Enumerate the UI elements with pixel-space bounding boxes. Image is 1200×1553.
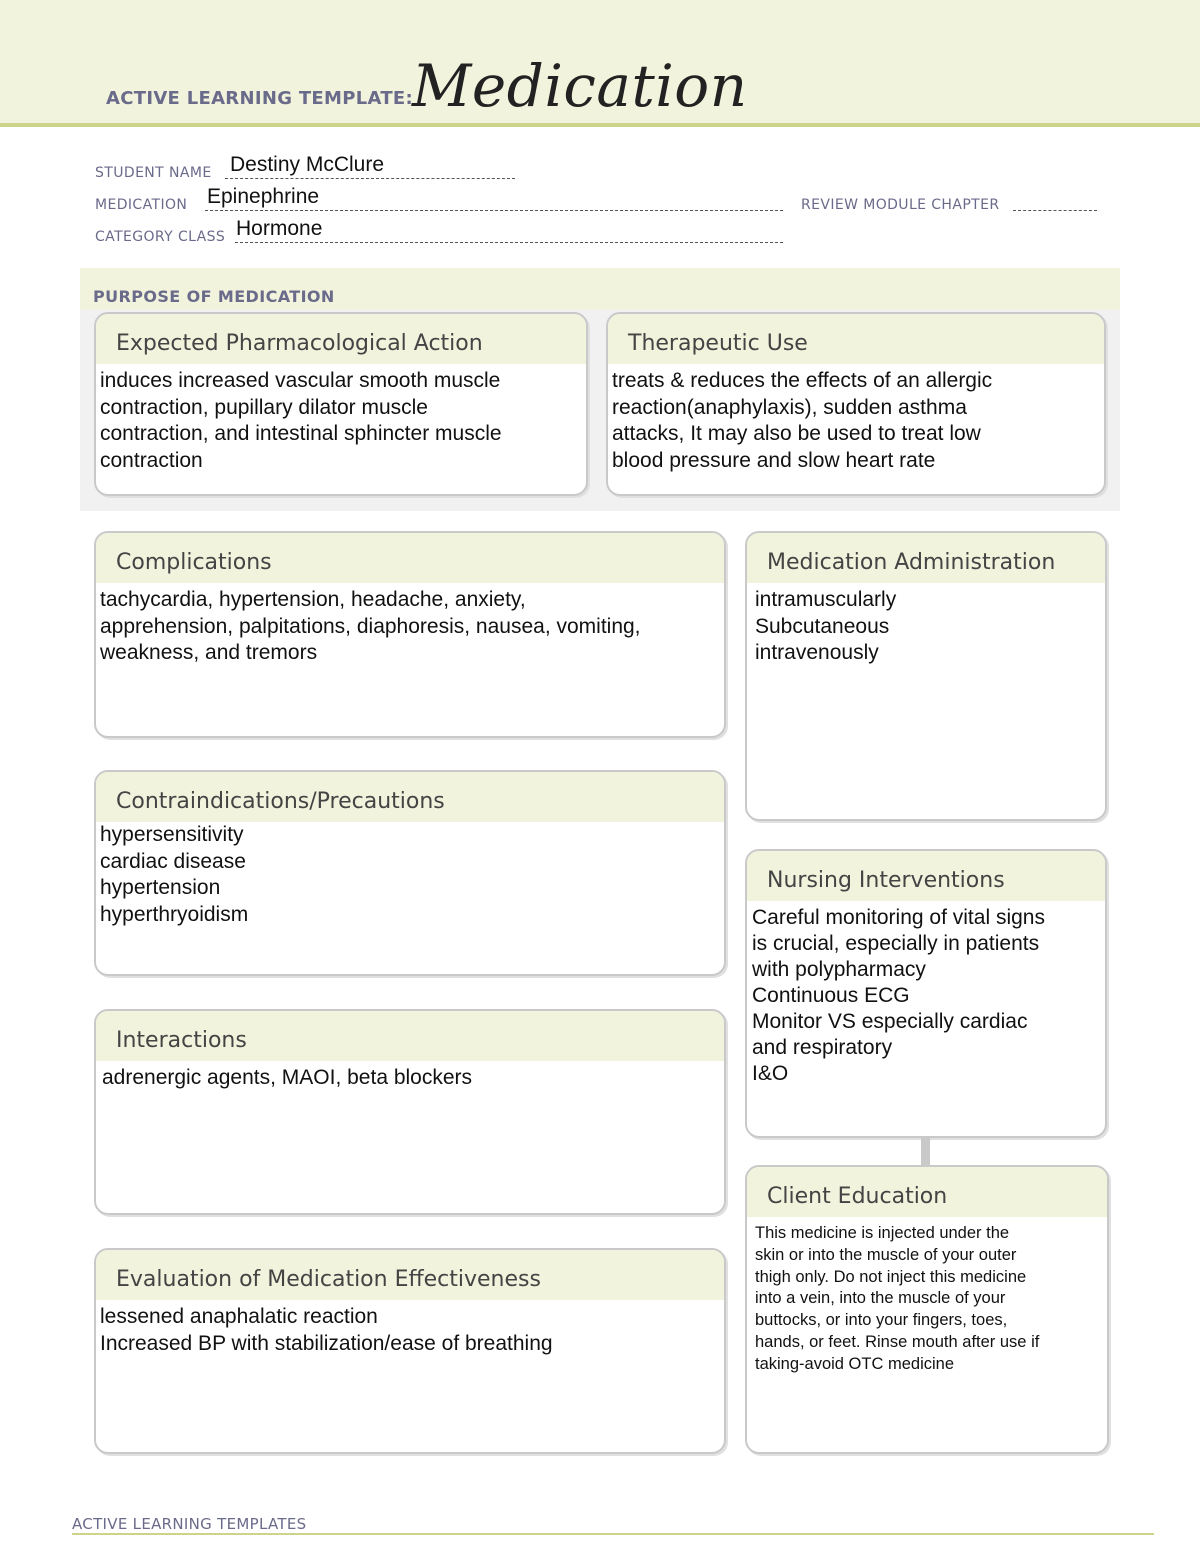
footer-divider [72,1533,1154,1535]
text-line: contraction, pupillary dilator muscle [100,395,428,419]
text-line: attacks, It may also be used to treat low [612,422,981,445]
text-line: Careful monitoring of vital signs [752,906,1045,929]
therapeutic-use-title: Therapeutic Use [628,331,808,356]
interactions-box[interactable] [94,1009,726,1215]
text-line: reaction(anaphylaxis), sudden asthma [612,395,967,419]
text-line: adrenergic agents, MAOI, beta blockers [102,1066,473,1089]
text-line: contraction [100,448,203,472]
evaluation-box[interactable] [94,1248,726,1454]
review-module-chapter-field[interactable] [801,187,1101,217]
contraindications-box[interactable] [94,770,726,976]
header-divider [0,123,1200,127]
therapeutic-use-text [608,364,1104,474]
complications-box[interactable] [94,531,726,738]
student-name-field[interactable] [95,155,520,185]
text-line: skin or into the muscle of your outer [755,1245,1017,1264]
medication-underline [205,210,783,211]
text-line: taking-avoid OTC medicine [755,1354,954,1373]
nursing-interventions-title: Nursing Interventions [767,868,1005,893]
category-class-label: CATEGORY CLASS [95,229,226,245]
nursing-interventions-text [747,901,1105,1087]
card-header [747,1167,1107,1217]
card-header [96,314,586,364]
template-label: ACTIVE LEARNING TEMPLATE: [106,88,413,109]
text-line: Monitor VS especially cardiac [752,1010,1028,1033]
card-header [747,533,1105,583]
footer-label: ACTIVE LEARNING TEMPLATES [72,1515,307,1533]
text-line: Increased BP with stabilization/ease of breathing [100,1331,553,1355]
text-line: apprehension, palpitations, diaphoresis, nausea, vomiting, [100,614,641,638]
medication-value: Epinephrine [207,185,320,208]
interactions-text [96,1061,724,1092]
complications-text [96,583,724,667]
card-header [608,314,1104,364]
card-header [96,772,724,822]
text-line: contraction, and intestinal sphincter muscle [100,422,502,445]
medication-field[interactable] [95,187,785,217]
text-line: intravenously [755,641,879,664]
text-line: hypersensitivity [100,823,244,846]
review-module-chapter-underline [1013,210,1097,211]
text-line: This medicine is injected under the [755,1224,1010,1242]
text-line: Subcutaneous [755,614,890,638]
expected-action-title: Expected Pharmacological Action [116,331,483,356]
evaluation-title: Evaluation of Medication Effectiveness [116,1267,541,1292]
text-line: into a vein, into the muscle of your [755,1289,1006,1308]
card-header [96,533,724,583]
category-class-field[interactable] [95,219,785,249]
text-line: with polypharmacy [752,958,926,981]
text-line: and respiratory [752,1036,893,1059]
text-line: cardiac disease [100,849,246,873]
text-line: hypertension [100,876,221,899]
review-module-chapter-label: REVIEW MODULE CHAPTER [801,197,1000,213]
student-name-underline [225,178,515,179]
card-header [747,851,1105,901]
text-line: buttocks, or into your fingers, toes, [755,1311,1008,1330]
category-class-value: Hormone [236,217,323,240]
text-line: tachycardia, hypertension, headache, anxiety, [100,588,526,611]
nursing-interventions-box[interactable] [745,849,1107,1138]
text-line: hands, or feet. Rinse mouth after use if [755,1332,1040,1351]
text-line: treats & reduces the effects of an allergic [612,369,993,392]
student-name-label: STUDENT NAME [95,165,212,181]
interactions-title: Interactions [116,1028,247,1053]
text-line: induces increased vascular smooth muscle [100,369,501,392]
client-education-title: Client Education [767,1184,948,1209]
text-line: thigh only. Do not inject this medicine [755,1267,1027,1286]
text-line: Continuous ECG [752,984,910,1007]
medication-administration-box[interactable] [745,531,1107,821]
text-line: is crucial, especially in patients [752,932,1040,955]
evaluation-text [96,1300,724,1357]
text-line: hyperthryoidism [100,902,249,926]
text-line: blood pressure and slow heart rate [612,448,936,472]
complications-title: Complications [116,550,272,575]
card-header [96,1011,724,1061]
text-line: I&O [752,1062,789,1085]
page-title: Medication [412,52,748,120]
box-connector [921,1136,930,1166]
contraindications-text [96,822,724,928]
card-header [96,1250,724,1300]
client-education-box[interactable] [745,1165,1109,1454]
client-education-text [747,1217,1107,1382]
expected-action-text [96,364,586,474]
medication-administration-title: Medication Administration [767,550,1056,575]
therapeutic-use-box[interactable] [606,312,1106,496]
text-line: lessened anaphalatic reaction [100,1305,378,1328]
purpose-title: PURPOSE OF MEDICATION [93,287,335,306]
medication-administration-text [747,583,1105,667]
student-name-value: Destiny McClure [230,153,385,176]
category-class-underline [235,242,783,243]
text-line: weakness, and tremors [100,641,318,664]
medication-label: MEDICATION [95,197,188,213]
expected-action-box[interactable] [94,312,588,496]
text-line: intramuscularly [755,588,897,611]
contraindications-title: Contraindications/Precautions [116,789,445,814]
